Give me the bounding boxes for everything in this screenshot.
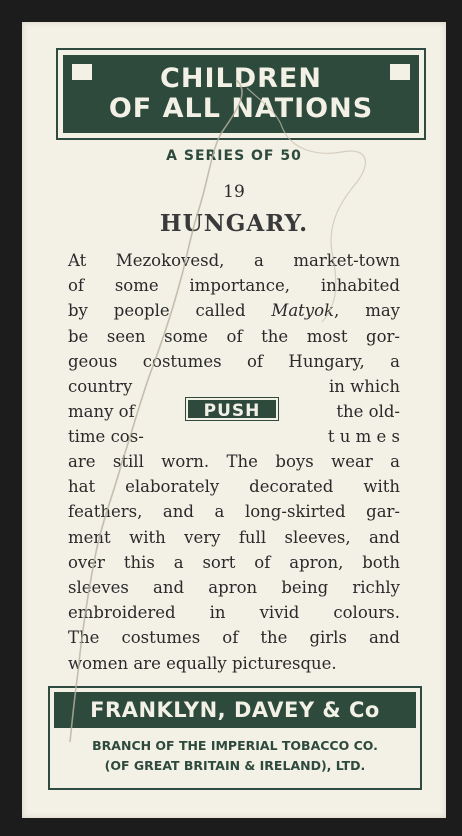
text-line: feathers, and a long-skirted gar-: [68, 502, 400, 522]
text-line: At Mezokovesd, a market-town: [68, 251, 400, 270]
text-line: embroidered in vivid colours.: [68, 603, 400, 623]
branch-line-1: BRANCH OF THE IMPERIAL TOBACCO CO.: [92, 738, 378, 753]
body-text-top: [68, 248, 400, 374]
text-line: hat elaborately decorated with: [68, 477, 400, 497]
text-line: geous costumes of Hungary, a: [68, 351, 400, 371]
text-fragment: country: [68, 377, 133, 396]
cigarette-card: [22, 22, 446, 818]
series-title-line1: CHILDREN: [160, 63, 322, 94]
text-fragment: the old-: [336, 402, 400, 421]
title-banner: [56, 48, 426, 140]
text-row-time: [68, 424, 400, 449]
manufacturer-footer: [48, 686, 422, 790]
card-number: 19: [223, 182, 245, 202]
text-line: of some importance, inhabited: [68, 276, 400, 296]
branch-line-2: (OF GREAT BRITAIN & IRELAND), LTD.: [104, 758, 366, 773]
text-line: are still worn. The boys wear a: [68, 452, 400, 471]
text-line: over this a sort of apron, both: [68, 552, 400, 572]
series-subtitle: A SERIES OF 50: [166, 148, 302, 164]
text-line: sleeves and apron being richly: [68, 578, 400, 598]
manufacturer-name: FRANKLYN, DAVEY & Co: [54, 692, 416, 728]
text-fragment: many of: [68, 402, 135, 421]
body-text-bottom: [68, 449, 400, 676]
text-row-country: [68, 374, 400, 399]
series-title-line2: OF ALL NATIONS: [108, 93, 374, 124]
text-line: ment with very full sleeves, and: [68, 527, 400, 547]
text-line: by people called Matyok, may: [68, 301, 400, 321]
text-fragment: time cos-: [68, 427, 144, 446]
text-line: be seen some of the most gor-: [68, 326, 400, 346]
text-line: The costumes of the girls and: [68, 628, 400, 648]
text-fragment: t u m e s: [327, 427, 400, 446]
banner-panel: [63, 55, 419, 133]
italic-name: Matyok: [271, 301, 335, 321]
card-country-title: HUNGARY.: [159, 210, 309, 237]
text-fragment: in which: [328, 377, 400, 396]
push-tab-button[interactable]: PUSH: [186, 398, 278, 420]
text-line: women are equally picturesque.: [68, 653, 337, 673]
